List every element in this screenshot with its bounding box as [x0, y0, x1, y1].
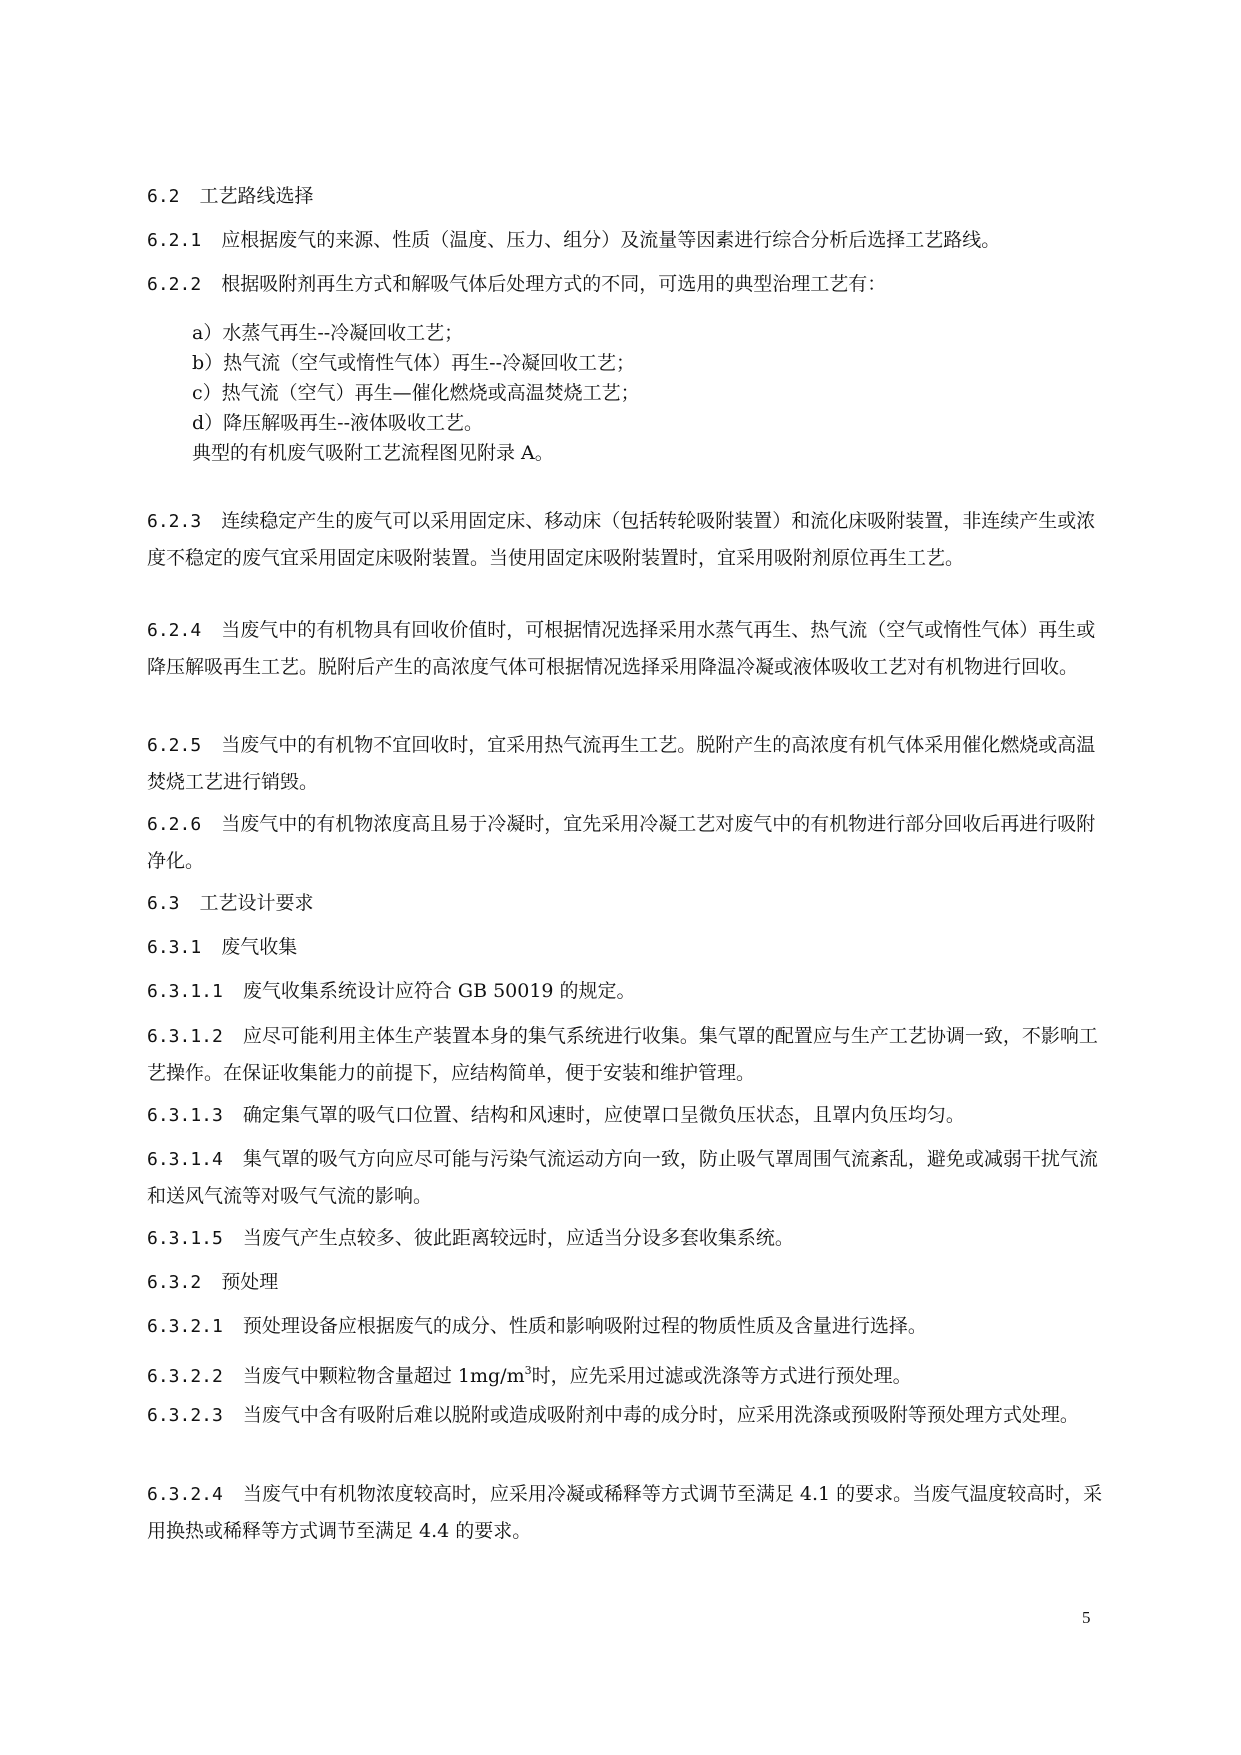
clause-6-3-1-1: 6.3.1.1 废气收集系统设计应符合 GB 50019 的规定。 [147, 980, 636, 1002]
list-item: a）水蒸气再生--冷凝回收工艺； [192, 322, 464, 344]
clause-6-3-2-2: 6.3.2.2 当废气中颗粒物含量超过 $1mg/m^3$时，应先采用过滤或洗涤等方式进行预处理。 [147, 1364, 912, 1387]
clause-6-2-2: 6.2.2 根据吸附剂再生方式和解吸气体后处理方式的不同，可选用的典型治理工艺有： [147, 273, 887, 295]
section-heading-6-3: 6.3 工艺设计要求 [147, 892, 314, 914]
clause-6-3-2-4: 6.3.2.4 当废气中有机物浓度较高时，应采用冷凝或稀释等方式调节至满足 4.1 的要求。当废气温度较高时，采用换热或稀释等方式调节至满足 4.4 的要求。 [147, 1483, 1103, 1542]
page-number: 5 [1082, 1608, 1091, 1627]
section-heading-6-2: 6.2 工艺路线选择 [147, 185, 314, 207]
superscript: 3 [524, 1364, 532, 1377]
clause-6-3-1-3: 6.3.1.3 确定集气罩的吸气口位置、结构和风速时，应使罩口呈微负压状态，且罩内负压均匀。 [147, 1104, 965, 1126]
clause-6-3-1-5: 6.3.1.5 当废气产生点较多、彼此距离较远时，应适当分设多套收集系统。 [147, 1227, 794, 1249]
appendix-reference: 典型的有机废气吸附工艺流程图见附录 A。 [192, 442, 554, 464]
list-item: d）降压解吸再生--液体吸收工艺。 [192, 412, 484, 434]
clause-6-2-5: 6.2.5 当废气中的有机物不宜回收时，宜采用热气流再生工艺。脱附产生的高浓度有机气体采用催化燃烧或高温焚烧工艺进行销毁。 [147, 734, 1096, 793]
clause-6-3-2-1: 6.3.2.1 预处理设备应根据废气的成分、性质和影响吸附过程的物质性质及含量进行选择。 [147, 1315, 927, 1337]
list-item: b）热气流（空气或惰性气体）再生--冷凝回收工艺； [192, 352, 636, 374]
clause-6-2-6: 6.2.6 当废气中的有机物浓度高且易于冷凝时，宜先采用冷凝工艺对废气中的有机物进行部分回收后再进行吸附净化。 [147, 813, 1096, 872]
clause-6-2-1: 6.2.1 应根据废气的来源、性质（温度、压力、组分）及流量等因素进行综合分析后选择工艺路线。 [147, 229, 1001, 251]
clause-6-3-2-3: 6.3.2.3 当废气中含有吸附后难以脱附或造成吸附剂中毒的成分时，应采用洗涤或预吸附等预处理方式处理。 [147, 1404, 1079, 1426]
clause-6-3-1-4: 6.3.1.4 集气罩的吸气方向应尽可能与污染气流运动方向一致，防止吸气罩周围气流紊乱，避免或减弱干扰气流和送风气流等对吸气气流的影响。 [147, 1148, 1098, 1207]
section-heading-6-3-2: 6.3.2 预处理 [147, 1271, 279, 1293]
clause-6-2-4: 6.2.4 当废气中的有机物具有回收价值时，可根据情况选择采用水蒸气再生、热气流（空气或惰性气体）再生或降压解吸再生工艺。脱附后产生的高浓度气体可根据情况选择采用降温冷凝或液体吸收工艺对有机物进行回收。 [147, 619, 1096, 678]
clause-6-2-3: 6.2.3 连续稳定产生的废气可以采用固定床、移动床（包括转轮吸附装置）和流化床吸附装置，非连续产生或浓度不稳定的废气宜采用固定床吸附装置。当使用固定床吸附装置时，宜采用吸附剂原位再生工艺。 [147, 510, 1096, 569]
clause-6-3-1-2: 6.3.1.2 应尽可能利用主体生产装置本身的集气系统进行收集。集气罩的配置应与生产工艺协调一致，不影响工艺操作。在保证收集能力的前提下，应结构简单，便于安装和维护管理。 [147, 1025, 1098, 1084]
section-heading-6-3-1: 6.3.1 废气收集 [147, 936, 298, 958]
list-item: c）热气流（空气）再生—催化燃烧或高温焚烧工艺； [192, 382, 640, 404]
